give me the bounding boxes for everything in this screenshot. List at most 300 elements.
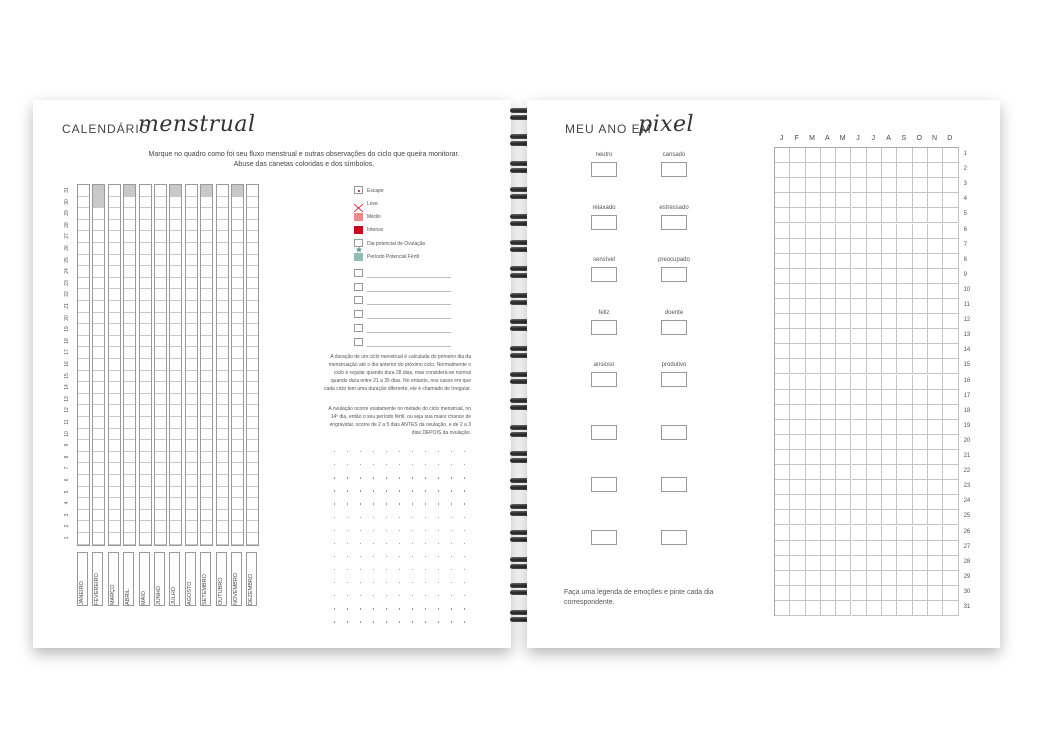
day-cell[interactable] [201, 266, 212, 278]
day-cell[interactable] [140, 243, 151, 255]
emotion-color-box[interactable] [591, 267, 617, 282]
pixel-cell[interactable] [775, 495, 790, 510]
day-cell[interactable] [155, 533, 166, 545]
pixel-cell[interactable] [836, 586, 851, 601]
day-cell[interactable] [78, 231, 89, 243]
pixel-cell[interactable] [867, 375, 882, 390]
day-cell[interactable] [93, 347, 104, 359]
day-cell[interactable] [232, 197, 243, 209]
pixel-cell[interactable] [852, 239, 867, 254]
day-cell[interactable] [140, 185, 151, 197]
day-cell[interactable] [109, 521, 120, 533]
pixel-cell[interactable] [852, 178, 867, 193]
day-cell[interactable] [232, 475, 243, 487]
day-cell[interactable] [93, 382, 104, 394]
day-cell[interactable] [124, 313, 135, 325]
pixel-cell[interactable] [882, 390, 897, 405]
day-cell[interactable] [186, 324, 197, 336]
pixel-cell[interactable] [867, 329, 882, 344]
day-cell[interactable] [232, 266, 243, 278]
pixel-cell[interactable] [852, 390, 867, 405]
day-cell[interactable] [155, 220, 166, 232]
day-cell[interactable] [124, 208, 135, 220]
emotion-color-box[interactable] [591, 215, 617, 230]
day-cell[interactable] [78, 521, 89, 533]
pixel-cell[interactable] [852, 541, 867, 556]
pixel-cell[interactable] [928, 148, 943, 163]
day-cell[interactable] [186, 394, 197, 406]
day-cell[interactable] [78, 487, 89, 499]
day-cell[interactable] [232, 440, 243, 452]
day-cell[interactable] [201, 347, 212, 359]
day-cell[interactable] [93, 197, 104, 209]
day-cell[interactable] [247, 498, 258, 510]
pixel-cell[interactable] [821, 359, 836, 374]
day-cell[interactable] [78, 220, 89, 232]
pixel-cell[interactable] [897, 601, 912, 616]
day-cell[interactable] [170, 510, 181, 522]
pixel-cell[interactable] [913, 254, 928, 269]
pixel-cell[interactable] [806, 480, 821, 495]
day-cell[interactable] [140, 405, 151, 417]
day-cell[interactable] [93, 266, 104, 278]
day-cell[interactable] [247, 324, 258, 336]
custom-legend-box[interactable] [354, 310, 363, 318]
day-cell[interactable] [232, 429, 243, 441]
pixel-cell[interactable] [775, 329, 790, 344]
day-cell[interactable] [170, 208, 181, 220]
day-cell[interactable] [232, 382, 243, 394]
pixel-cell[interactable] [806, 329, 821, 344]
pixel-cell[interactable] [943, 148, 958, 163]
day-cell[interactable] [186, 498, 197, 510]
pixel-cell[interactable] [806, 239, 821, 254]
pixel-cell[interactable] [806, 375, 821, 390]
pixel-cell[interactable] [928, 224, 943, 239]
day-cell[interactable] [140, 347, 151, 359]
day-cell[interactable] [124, 475, 135, 487]
pixel-cell[interactable] [882, 224, 897, 239]
day-cell[interactable] [109, 347, 120, 359]
day-cell[interactable] [78, 463, 89, 475]
day-cell[interactable] [109, 417, 120, 429]
day-cell[interactable] [78, 313, 89, 325]
pixel-cell[interactable] [882, 329, 897, 344]
pixel-cell[interactable] [790, 526, 805, 541]
day-cell[interactable] [124, 533, 135, 545]
day-cell[interactable] [109, 359, 120, 371]
month-column[interactable] [185, 184, 198, 546]
pixel-cell[interactable] [806, 193, 821, 208]
day-cell[interactable] [140, 498, 151, 510]
day-cell[interactable] [201, 429, 212, 441]
day-cell[interactable] [247, 394, 258, 406]
pixel-cell[interactable] [790, 510, 805, 525]
day-cell[interactable] [186, 429, 197, 441]
pixel-cell[interactable] [852, 208, 867, 223]
pixel-cell[interactable] [821, 224, 836, 239]
pixel-cell[interactable] [852, 269, 867, 284]
pixel-cell[interactable] [806, 450, 821, 465]
day-cell[interactable] [109, 278, 120, 290]
pixel-cell[interactable] [867, 510, 882, 525]
pixel-cell[interactable] [821, 586, 836, 601]
pixel-cell[interactable] [897, 148, 912, 163]
pixel-cell[interactable] [943, 359, 958, 374]
emotion-color-box[interactable] [661, 477, 687, 492]
pixel-cell[interactable] [821, 299, 836, 314]
day-cell[interactable] [93, 301, 104, 313]
pixel-cell[interactable] [852, 314, 867, 329]
day-cell[interactable] [155, 394, 166, 406]
day-cell[interactable] [140, 313, 151, 325]
pixel-cell[interactable] [867, 465, 882, 480]
day-cell[interactable] [217, 382, 228, 394]
day-cell[interactable] [109, 289, 120, 301]
day-cell[interactable] [155, 359, 166, 371]
pixel-cell[interactable] [806, 299, 821, 314]
pixel-cell[interactable] [897, 208, 912, 223]
pixel-cell[interactable] [836, 239, 851, 254]
day-cell[interactable] [186, 405, 197, 417]
day-cell[interactable] [186, 359, 197, 371]
pixel-cell[interactable] [775, 465, 790, 480]
day-cell[interactable] [109, 313, 120, 325]
day-cell[interactable] [170, 452, 181, 464]
pixel-cell[interactable] [943, 299, 958, 314]
day-cell[interactable] [155, 498, 166, 510]
day-cell[interactable] [201, 313, 212, 325]
pixel-cell[interactable] [943, 420, 958, 435]
day-cell[interactable] [170, 498, 181, 510]
day-cell[interactable] [247, 336, 258, 348]
pixel-cell[interactable] [836, 556, 851, 571]
pixel-cell[interactable] [913, 193, 928, 208]
day-cell[interactable] [247, 429, 258, 441]
pixel-cell[interactable] [913, 299, 928, 314]
day-cell[interactable] [186, 185, 197, 197]
day-cell[interactable] [186, 289, 197, 301]
day-cell[interactable] [170, 440, 181, 452]
day-cell[interactable] [201, 336, 212, 348]
pixel-cell[interactable] [867, 526, 882, 541]
day-cell[interactable] [201, 394, 212, 406]
day-cell[interactable] [93, 510, 104, 522]
day-cell[interactable] [155, 475, 166, 487]
day-cell[interactable] [109, 243, 120, 255]
pixel-cell[interactable] [775, 405, 790, 420]
pixel-cell[interactable] [836, 510, 851, 525]
day-cell[interactable] [217, 394, 228, 406]
day-cell[interactable] [232, 185, 243, 197]
day-cell[interactable] [124, 382, 135, 394]
day-cell[interactable] [93, 371, 104, 383]
pixel-cell[interactable] [867, 390, 882, 405]
day-cell[interactable] [155, 452, 166, 464]
pixel-cell[interactable] [806, 435, 821, 450]
pixel-cell[interactable] [821, 329, 836, 344]
day-cell[interactable] [155, 405, 166, 417]
pixel-cell[interactable] [836, 390, 851, 405]
pixel-cell[interactable] [806, 178, 821, 193]
pixel-cell[interactable] [836, 375, 851, 390]
pixel-cell[interactable] [821, 495, 836, 510]
pixel-cell[interactable] [821, 450, 836, 465]
day-cell[interactable] [78, 510, 89, 522]
pixel-cell[interactable] [943, 254, 958, 269]
pixel-cell[interactable] [897, 435, 912, 450]
day-cell[interactable] [78, 394, 89, 406]
pixel-cell[interactable] [836, 526, 851, 541]
pixel-cell[interactable] [897, 405, 912, 420]
pixel-cell[interactable] [867, 541, 882, 556]
day-cell[interactable] [170, 197, 181, 209]
pixel-cell[interactable] [897, 178, 912, 193]
pixel-cell[interactable] [852, 586, 867, 601]
pixel-cell[interactable] [852, 435, 867, 450]
pixel-cell[interactable] [806, 224, 821, 239]
pixel-cell[interactable] [790, 480, 805, 495]
day-cell[interactable] [140, 487, 151, 499]
pixel-cell[interactable] [775, 269, 790, 284]
day-cell[interactable] [232, 405, 243, 417]
pixel-cell[interactable] [836, 284, 851, 299]
day-cell[interactable] [140, 452, 151, 464]
pixel-cell[interactable] [806, 314, 821, 329]
day-cell[interactable] [217, 231, 228, 243]
day-cell[interactable] [109, 510, 120, 522]
day-cell[interactable] [217, 324, 228, 336]
pixel-cell[interactable] [913, 148, 928, 163]
pixel-cell[interactable] [943, 495, 958, 510]
pixel-cell[interactable] [943, 526, 958, 541]
day-cell[interactable] [78, 289, 89, 301]
day-cell[interactable] [217, 463, 228, 475]
pixel-cell[interactable] [882, 148, 897, 163]
day-cell[interactable] [155, 417, 166, 429]
day-cell[interactable] [232, 521, 243, 533]
day-cell[interactable] [247, 243, 258, 255]
day-cell[interactable] [217, 266, 228, 278]
day-cell[interactable] [247, 382, 258, 394]
pixel-cell[interactable] [897, 193, 912, 208]
pixel-cell[interactable] [775, 178, 790, 193]
day-cell[interactable] [155, 440, 166, 452]
pixel-cell[interactable] [852, 329, 867, 344]
day-cell[interactable] [140, 301, 151, 313]
day-cell[interactable] [247, 208, 258, 220]
day-cell[interactable] [232, 278, 243, 290]
day-cell[interactable] [186, 521, 197, 533]
pixel-cell[interactable] [790, 269, 805, 284]
pixel-cell[interactable] [943, 450, 958, 465]
pixel-cell[interactable] [882, 269, 897, 284]
pixel-cell[interactable] [913, 390, 928, 405]
day-cell[interactable] [155, 347, 166, 359]
day-cell[interactable] [217, 510, 228, 522]
pixel-cell[interactable] [913, 526, 928, 541]
day-cell[interactable] [170, 289, 181, 301]
month-column[interactable] [169, 184, 182, 546]
day-cell[interactable] [170, 278, 181, 290]
day-cell[interactable] [124, 301, 135, 313]
day-cell[interactable] [124, 185, 135, 197]
day-cell[interactable] [170, 313, 181, 325]
day-cell[interactable] [247, 463, 258, 475]
day-cell[interactable] [247, 371, 258, 383]
pixel-cell[interactable] [806, 541, 821, 556]
day-cell[interactable] [201, 371, 212, 383]
pixel-cell[interactable] [806, 601, 821, 616]
pixel-cell[interactable] [790, 148, 805, 163]
pixel-cell[interactable] [928, 495, 943, 510]
pixel-cell[interactable] [852, 601, 867, 616]
pixel-cell[interactable] [836, 450, 851, 465]
custom-legend-box[interactable] [354, 283, 363, 291]
pixel-cell[interactable] [882, 208, 897, 223]
day-cell[interactable] [186, 243, 197, 255]
day-cell[interactable] [170, 359, 181, 371]
day-cell[interactable] [78, 417, 89, 429]
custom-legend-box[interactable] [354, 296, 363, 304]
day-cell[interactable] [247, 347, 258, 359]
pixel-cell[interactable] [790, 450, 805, 465]
day-cell[interactable] [217, 301, 228, 313]
pixel-cell[interactable] [852, 556, 867, 571]
pixel-cell[interactable] [882, 314, 897, 329]
pixel-cell[interactable] [882, 359, 897, 374]
pixel-cell[interactable] [836, 359, 851, 374]
pixel-cell[interactable] [913, 284, 928, 299]
pixel-cell[interactable] [821, 375, 836, 390]
month-column[interactable] [92, 184, 105, 546]
day-cell[interactable] [140, 417, 151, 429]
pixel-cell[interactable] [882, 405, 897, 420]
pixel-cell[interactable] [867, 480, 882, 495]
pixel-cell[interactable] [913, 239, 928, 254]
pixel-cell[interactable] [913, 586, 928, 601]
pixel-cell[interactable] [852, 510, 867, 525]
day-cell[interactable] [109, 429, 120, 441]
day-cell[interactable] [93, 533, 104, 545]
pixel-cell[interactable] [882, 344, 897, 359]
day-cell[interactable] [201, 463, 212, 475]
day-cell[interactable] [140, 278, 151, 290]
pixel-cell[interactable] [806, 495, 821, 510]
day-cell[interactable] [247, 405, 258, 417]
pixel-cell[interactable] [867, 284, 882, 299]
day-cell[interactable] [109, 394, 120, 406]
day-cell[interactable] [232, 220, 243, 232]
day-cell[interactable] [124, 487, 135, 499]
day-cell[interactable] [247, 475, 258, 487]
pixel-cell[interactable] [867, 208, 882, 223]
pixel-cell[interactable] [775, 239, 790, 254]
day-cell[interactable] [140, 359, 151, 371]
pixel-cell[interactable] [806, 254, 821, 269]
pixel-cell[interactable] [821, 435, 836, 450]
pixel-cell[interactable] [882, 526, 897, 541]
day-cell[interactable] [217, 208, 228, 220]
pixel-cell[interactable] [790, 541, 805, 556]
day-cell[interactable] [247, 417, 258, 429]
day-cell[interactable] [109, 533, 120, 545]
day-cell[interactable] [247, 301, 258, 313]
day-cell[interactable] [186, 266, 197, 278]
pixel-cell[interactable] [928, 344, 943, 359]
day-cell[interactable] [247, 313, 258, 325]
pixel-cell[interactable] [867, 163, 882, 178]
pixel-cell[interactable] [775, 541, 790, 556]
pixel-cell[interactable] [867, 314, 882, 329]
day-cell[interactable] [217, 487, 228, 499]
day-cell[interactable] [186, 278, 197, 290]
day-cell[interactable] [201, 197, 212, 209]
day-cell[interactable] [93, 417, 104, 429]
day-cell[interactable] [170, 521, 181, 533]
pixel-cell[interactable] [790, 571, 805, 586]
pixel-cell[interactable] [836, 193, 851, 208]
pixel-cell[interactable] [928, 586, 943, 601]
pixel-cell[interactable] [790, 314, 805, 329]
day-cell[interactable] [186, 440, 197, 452]
day-cell[interactable] [140, 429, 151, 441]
day-cell[interactable] [217, 533, 228, 545]
day-cell[interactable] [232, 255, 243, 267]
day-cell[interactable] [140, 208, 151, 220]
day-cell[interactable] [140, 231, 151, 243]
pixel-cell[interactable] [943, 208, 958, 223]
day-cell[interactable] [232, 371, 243, 383]
day-cell[interactable] [232, 336, 243, 348]
day-cell[interactable] [124, 405, 135, 417]
pixel-cell[interactable] [821, 314, 836, 329]
month-column[interactable] [200, 184, 213, 546]
pixel-cell[interactable] [775, 450, 790, 465]
day-cell[interactable] [93, 243, 104, 255]
pixel-cell[interactable] [882, 420, 897, 435]
day-cell[interactable] [93, 231, 104, 243]
day-cell[interactable] [78, 359, 89, 371]
pixel-cell[interactable] [897, 314, 912, 329]
pixel-cell[interactable] [943, 269, 958, 284]
pixel-cell[interactable] [882, 510, 897, 525]
day-cell[interactable] [93, 185, 104, 197]
day-cell[interactable] [186, 220, 197, 232]
pixel-cell[interactable] [928, 163, 943, 178]
pixel-cell[interactable] [913, 510, 928, 525]
day-cell[interactable] [170, 463, 181, 475]
custom-legend-line[interactable] [367, 346, 451, 347]
day-cell[interactable] [201, 278, 212, 290]
day-cell[interactable] [201, 521, 212, 533]
pixel-cell[interactable] [790, 329, 805, 344]
pixel-cell[interactable] [806, 163, 821, 178]
pixel-cell[interactable] [943, 586, 958, 601]
pixel-cell[interactable] [836, 571, 851, 586]
day-cell[interactable] [78, 452, 89, 464]
day-cell[interactable] [140, 255, 151, 267]
day-cell[interactable] [186, 208, 197, 220]
pixel-cell[interactable] [836, 269, 851, 284]
day-cell[interactable] [78, 371, 89, 383]
pixel-cell[interactable] [897, 359, 912, 374]
pixel-cell[interactable] [806, 586, 821, 601]
pixel-cell[interactable] [897, 239, 912, 254]
pixel-cell[interactable] [836, 163, 851, 178]
day-cell[interactable] [232, 510, 243, 522]
pixel-cell[interactable] [790, 556, 805, 571]
